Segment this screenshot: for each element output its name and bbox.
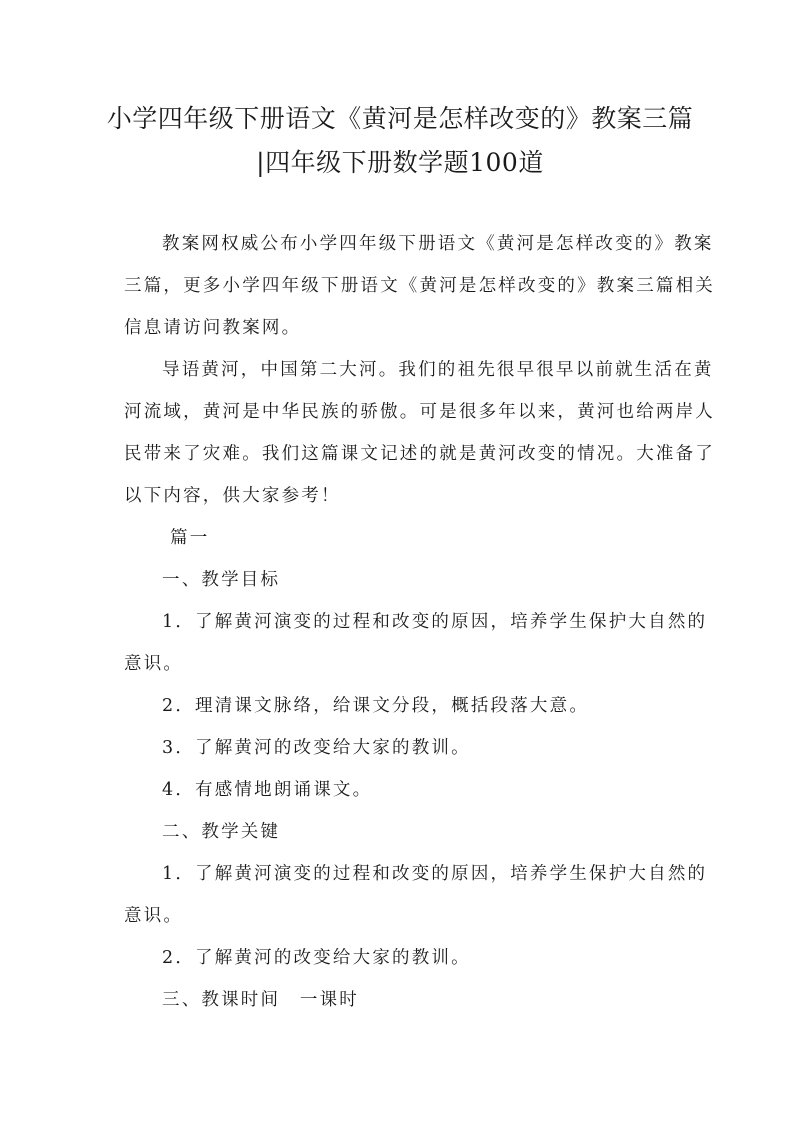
section-heading-time: 三、教课时间 一课时 (162, 990, 359, 1010)
goal-item-3: 3．了解黄河的改变给大家的教训。 (162, 738, 471, 758)
part-label: 篇一 (170, 528, 210, 548)
intro-line-2: 三篇，更多小学四年级下册语文《黄河是怎样改变的》教案三篇相关 (124, 276, 715, 296)
goal-item-4: 4．有感情地朗诵课文。 (162, 780, 373, 800)
key-item-2: 2．了解黄河的改变给大家的教训。 (162, 948, 471, 968)
goal-item-1: 1．了解黄河演变的过程和改变的原因，培养学生保护大自然的 (162, 612, 708, 632)
guide-line-3: 民带来了灾难。我们这篇课文记述的就是黄河改变的情况。大准备了 (124, 444, 715, 464)
guide-line-2: 河流域，黄河是中华民族的骄傲。可是很多年以来，黄河也给两岸人 (124, 402, 715, 422)
goal-item-1-continued: 意识。 (124, 654, 184, 674)
section-heading-keys: 二、教学关键 (162, 822, 281, 842)
intro-line-1: 教案网权威公布小学四年级下册语文《黄河是怎样改变的》教案 (162, 234, 714, 254)
guide-line-1: 导语黄河，中国第二大河。我们的祖先很早很早以前就生活在黄 (162, 360, 714, 380)
document-title-line-2: |四年级下册数学题100道 (256, 148, 544, 177)
section-heading-goals: 一、教学目标 (162, 570, 281, 590)
document-title-line-1: 小学四年级下册语文《黄河是怎样改变的》教案三篇 (106, 104, 694, 133)
goal-item-2: 2．理清课文脉络，给课文分段，概括段落大意。 (162, 696, 590, 716)
key-item-1-continued: 意识。 (124, 906, 184, 926)
key-item-1: 1．了解黄河演变的过程和改变的原因，培养学生保护大自然的 (162, 864, 708, 884)
guide-line-4: 以下内容，供大家参考！ (124, 486, 341, 506)
intro-line-3: 信息请访问教案网。 (124, 318, 302, 338)
